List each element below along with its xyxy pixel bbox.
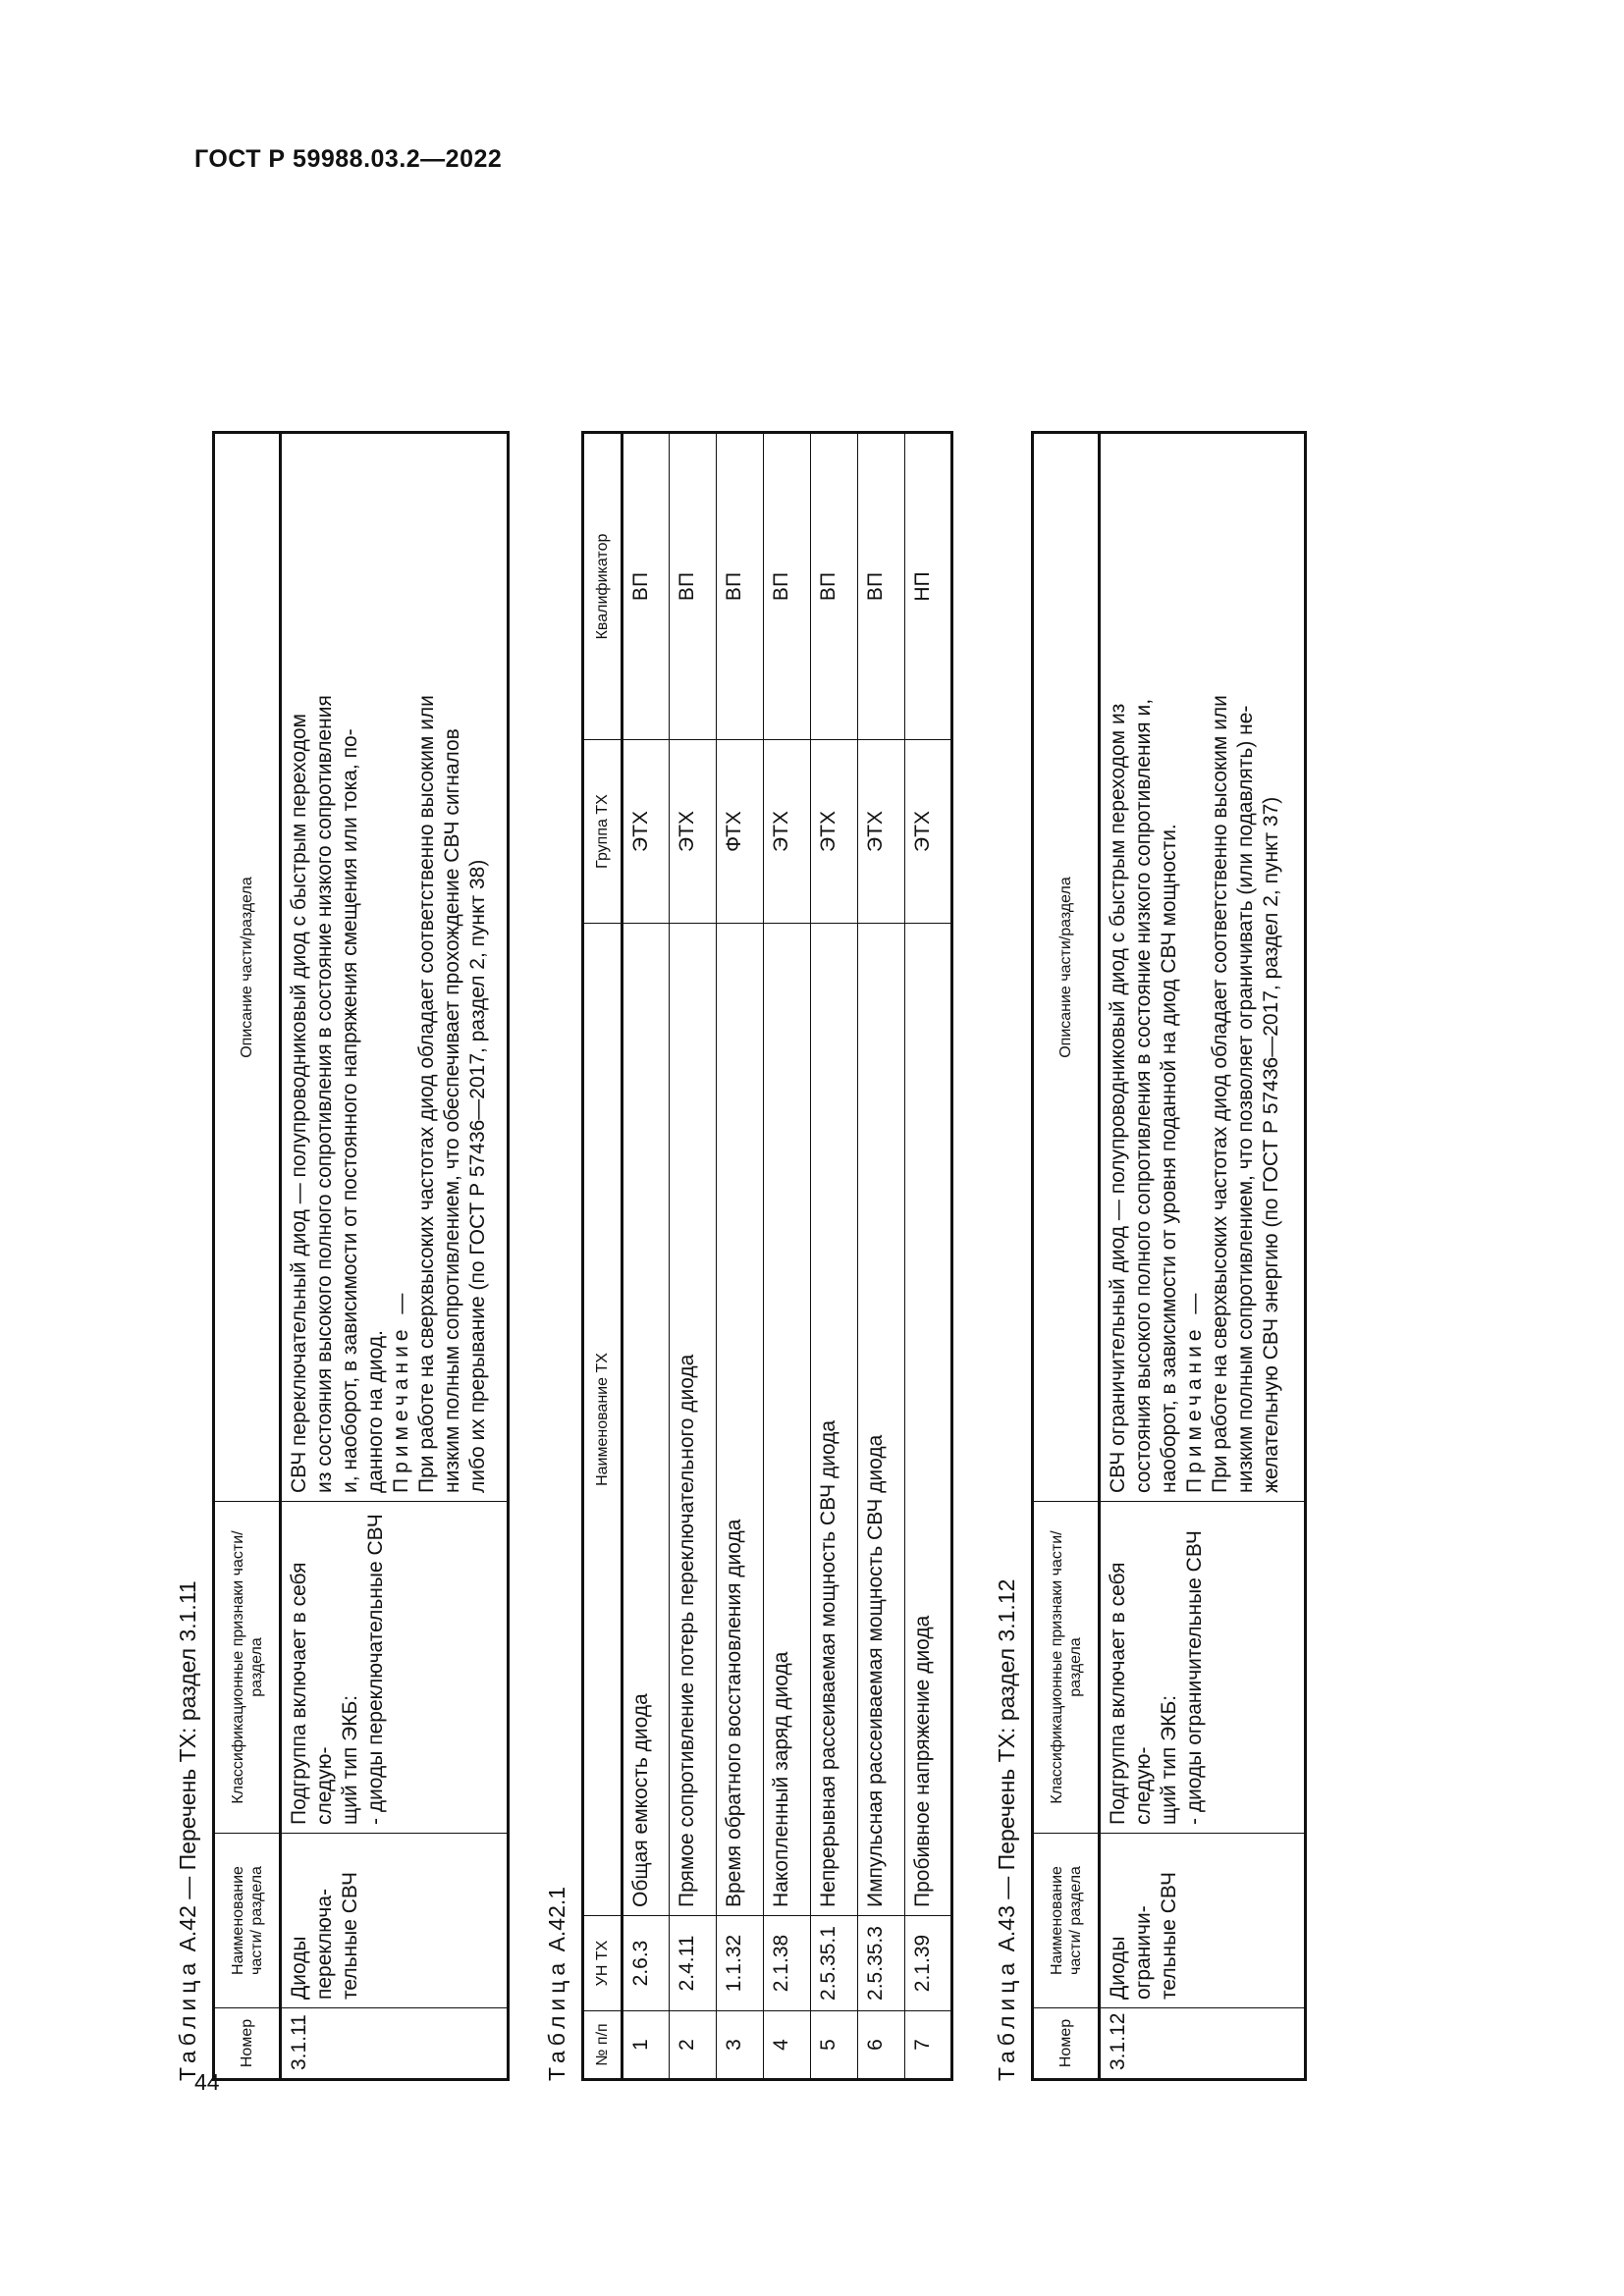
table-row [905,433,952,2080]
cell-index: 6 [858,2011,905,2080]
cell-number: 3.1.12 [1100,2008,1306,2080]
page-number: 44 [194,2069,220,2095]
table-row [1100,433,1306,2080]
cell-code: 2.5.35.1 [811,1916,858,2011]
col-header-code: УН ТХ [583,1916,623,2011]
text-line: и, наоборот, в зависимости от постоянного напряжения смещения или тока, по- [339,728,361,1493]
caption-text: А.42 — Перечень ТХ: раздел 3.1.11 [175,1580,200,1952]
table-a42 [212,431,510,2081]
cell-code: 2.4.11 [670,1916,717,2011]
cell-qualifier: ВП [811,433,858,740]
cell-name [1100,1834,1306,2008]
cell-index: 7 [905,2011,952,2080]
caption-word: Таблица [994,1957,1019,2081]
cell-name: Накопленный заряд диода [764,924,811,1916]
cell-number: 3.1.11 [281,2008,509,2080]
text-line: состояния высокого полного сопротивления в состояние низкого сопротивления и, [1132,698,1155,1493]
cell-name: Прямое сопротивление потерь переключательного диода [670,924,717,1916]
cell-code: 2.1.39 [905,1916,952,2011]
table-row [623,433,670,2080]
text-line: данного на диод. [364,1330,387,1493]
note-label: Примечание — [390,1288,412,1493]
text-line: наоборот, в зависимости от уровня поданной на диод СВЧ мощности. [1158,824,1180,1493]
table-a43-caption [994,1579,1020,2081]
table-row [717,433,764,2080]
cell-qualifier: ВП [623,433,670,740]
document-header: ГОСТ Р 59988.03.2—2022 [194,145,503,173]
text-line: Подгруппа включает в себя следую- [1107,1562,1155,1825]
cell-class [1100,1502,1306,1834]
text-line: - диоды ограничительные СВЧ [1183,1530,1206,1825]
text-line: щий тип ЭКБ: [339,1694,361,1825]
table-row [811,433,858,2080]
text-line: СВЧ переключательный диод — полупроводниковый диод с быстрым переходом [288,714,310,1493]
text-line: Подгруппа включает в себя следую- [288,1562,336,1825]
table-row [858,433,905,2080]
text-line: низким полным сопротивлением, что обеспечивает прохождение СВЧ сигналов [441,728,463,1493]
caption-text: А.43 — Перечень ТХ: раздел 3.1.12 [994,1578,1019,1952]
cell-qualifier: ВП [764,433,811,740]
cell-group: ЭТХ [623,740,670,924]
cell-name: Время обратного восстановления диода [717,924,764,1916]
text-line: При работе на сверхвысоких частотах диод обладает соответственно высоким или [1209,695,1231,1493]
cell-group: ЭТХ [764,740,811,924]
table-row [670,433,717,2080]
text-line: Диоды ограничи- [1107,1905,1155,2000]
col-header-qualifier: Квалификатор [583,433,623,740]
cell-index: 4 [764,2011,811,2080]
col-header-desc: Описание части/раздела [1033,433,1100,1502]
cell-name: Импульсная рассеиваемая мощность СВЧ диода [858,924,905,1916]
cell-code: 1.1.32 [717,1916,764,2011]
rotated-content [175,432,1432,2081]
col-header-name: Наименование ТХ [583,924,623,1916]
caption-text: А.42.1 [544,1886,569,1952]
text-line: - диоды переключательные СВЧ [364,1514,387,1825]
col-header-class: Классификационные признаки части/ раздела [214,1502,281,1834]
cell-group: ФТХ [717,740,764,924]
col-header-name: Наименование части/ раздела [1033,1834,1100,2008]
cell-index: 1 [623,2011,670,2080]
cell-group: ЭТХ [670,740,717,924]
note-label: Примечание — [1183,1288,1206,1493]
text-line: щий тип ЭКБ: [1158,1694,1180,1825]
cell-group: ЭТХ [905,740,952,924]
cell-qualifier: НП [905,433,952,740]
col-header-name: Наименование части/ раздела [214,1834,281,2008]
cell-group: ЭТХ [858,740,905,924]
cell-group: ЭТХ [811,740,858,924]
text-line: из состояния высокого полного сопротивления в состояние низкого сопротивления [313,695,336,1493]
table-a43 [1031,431,1307,2081]
text-line: низким полным сопротивлением, что позволяет ограничивать (или подавлять) не- [1234,705,1257,1493]
caption-word: Таблица [175,1957,200,2081]
cell-qualifier: ВП [717,433,764,740]
cell-code: 2.1.38 [764,1916,811,2011]
col-header-index: № п/п [583,2011,623,2080]
cell-qualifier: ВП [858,433,905,740]
cell-name: Непрерывная рассеиваемая мощность СВЧ диода [811,924,858,1916]
table-a421 [581,431,953,2081]
text-line: желательную СВЧ энергию (по ГОСТ Р 57436—2017, раздел 2, пункт 37) [1260,796,1282,1493]
table-a42-caption [175,1580,201,2081]
cell-description [281,433,509,1502]
col-header-group: Группа ТХ [583,740,623,924]
col-header-number: Номер [1033,2008,1100,2080]
caption-word: Таблица [544,1957,569,2081]
text-line: тельные СВЧ [339,1872,361,2000]
text-line: Диоды переключа- [288,1889,336,2000]
text-line: тельные СВЧ [1158,1872,1180,2000]
text-line: либо их прерывание (по ГОСТ Р 57436—2017, раздел 2, пункт 38) [466,859,489,1493]
col-header-class: Классификационные признаки части/ раздела [1033,1502,1100,1834]
text-line: СВЧ ограничительный диод — полупроводниковый диод с быстрым переходом из [1107,703,1129,1493]
cell-code: 2.5.35.3 [858,1916,905,2011]
cell-index: 2 [670,2011,717,2080]
table-a421-caption [544,1887,570,2081]
cell-index: 3 [717,2011,764,2080]
table-row [281,433,509,2080]
cell-class [281,1502,509,1834]
cell-name [281,1834,509,2008]
col-header-desc: Описание части/раздела [214,433,281,1502]
text-line: При работе на сверхвысоких частотах диод обладает соответственно высоким или [415,695,438,1493]
col-header-number: Номер [214,2008,281,2080]
cell-description [1100,433,1306,1502]
cell-qualifier: ВП [670,433,717,740]
cell-name: Пробивное напряжение диода [905,924,952,1916]
cell-name: Общая емкость диода [623,924,670,1916]
cell-code: 2.6.3 [623,1916,670,2011]
cell-index: 5 [811,2011,858,2080]
table-row [764,433,811,2080]
